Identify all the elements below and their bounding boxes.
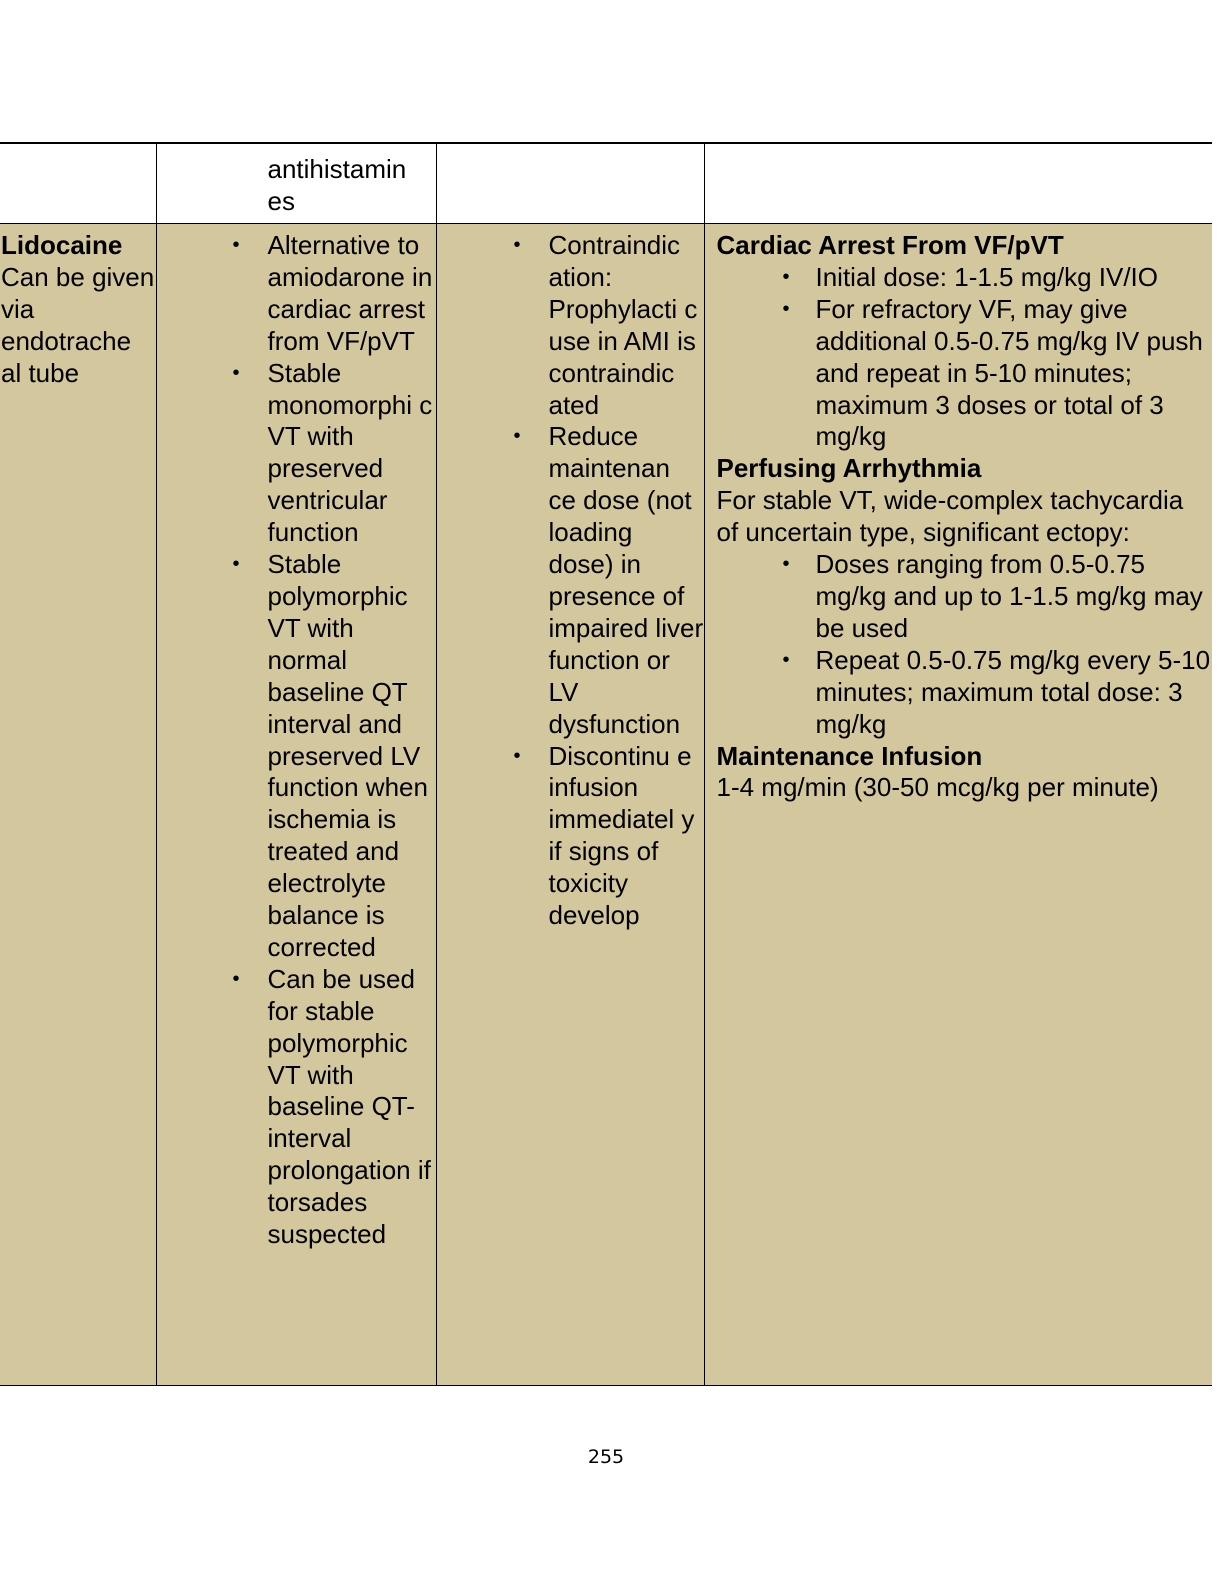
perfusing-arrhythmia-list	[717, 549, 1213, 740]
continuation-cell-drug	[0, 143, 156, 224]
dose-item: • Repeat 0.5-0.75 mg/kg every 5-10 minutes; maximum total dose: 3 mg/kg	[717, 645, 1213, 741]
dosing-cell	[704, 224, 1212, 1386]
perfusing-arrhythmia-text: For stable VT, wide-complex tachycardia of uncertain type, significant ectopy:	[716, 485, 1184, 548]
drug-table	[0, 142, 1212, 1386]
dose-item: • For refractory VF, may give additional 0.5-0.75 mg/kg IV push and repeat in 5-10 minutes; maximum 3 doses or total of 3 mg/kg	[717, 294, 1213, 454]
cardiac-arrest-list	[717, 262, 1213, 453]
dose-item: • Initial dose: 1-1.5 mg/kg IV/IO	[717, 262, 1213, 294]
page-number: 255	[587, 1446, 625, 1468]
precaution-item: • Discontinu e infusion immediatel y if signs of toxicity develop	[437, 741, 704, 932]
perfusing-arrhythmia-heading: Perfusing Arrhythmia	[716, 453, 982, 484]
drug-cell	[0, 224, 156, 1386]
continuation-text: antihistamin es	[267, 154, 407, 216]
indication-item: • Stable polymorphic VT with normal baseline QT interval and preserved LV function when ischemia is treated and electrolyte balance is corrected	[157, 549, 436, 964]
drug-name: Lidocaine	[1, 230, 123, 260]
drug-note: Can be given via endotrache al tube	[1, 261, 155, 388]
dose-item: • Doses ranging from 0.5-0.75 mg/kg and up to 1-1.5 mg/kg may be used	[717, 549, 1213, 645]
indication-item: • Alternative to amiodarone in cardiac arrest from VF/pVT	[157, 230, 436, 358]
indication-item: • Can be used for stable polymorphic VT with baseline QT-interval prolongation if torsades suspected	[157, 964, 436, 1251]
continuation-cell-indications	[156, 143, 436, 224]
continuation-cell-precautions	[436, 143, 704, 224]
continuation-cell-dosing	[704, 143, 1212, 224]
maintenance-infusion-text: 1-4 mg/min (30-50 mcg/kg per minute)	[716, 772, 1159, 803]
indications-list	[157, 230, 436, 1251]
lidocaine-row	[0, 224, 1212, 1386]
precautions-list	[437, 230, 704, 932]
cardiac-arrest-heading: Cardiac Arrest From VF/pVT	[716, 230, 1064, 260]
precaution-item: • Contraindic ation: Prophylacti c use in AMI is contraindic ated	[437, 230, 704, 421]
indication-item: • Stable monomorphi c VT with preserved ventricular function	[157, 358, 436, 549]
precautions-cell	[436, 224, 704, 1386]
continuation-row	[0, 143, 1212, 224]
maintenance-infusion-heading: Maintenance Infusion	[716, 740, 983, 771]
precaution-item: • Reduce maintenan ce dose (not loading dose) in presence of impaired liver function or LV dysfunction	[437, 421, 704, 740]
indications-cell	[156, 224, 436, 1386]
